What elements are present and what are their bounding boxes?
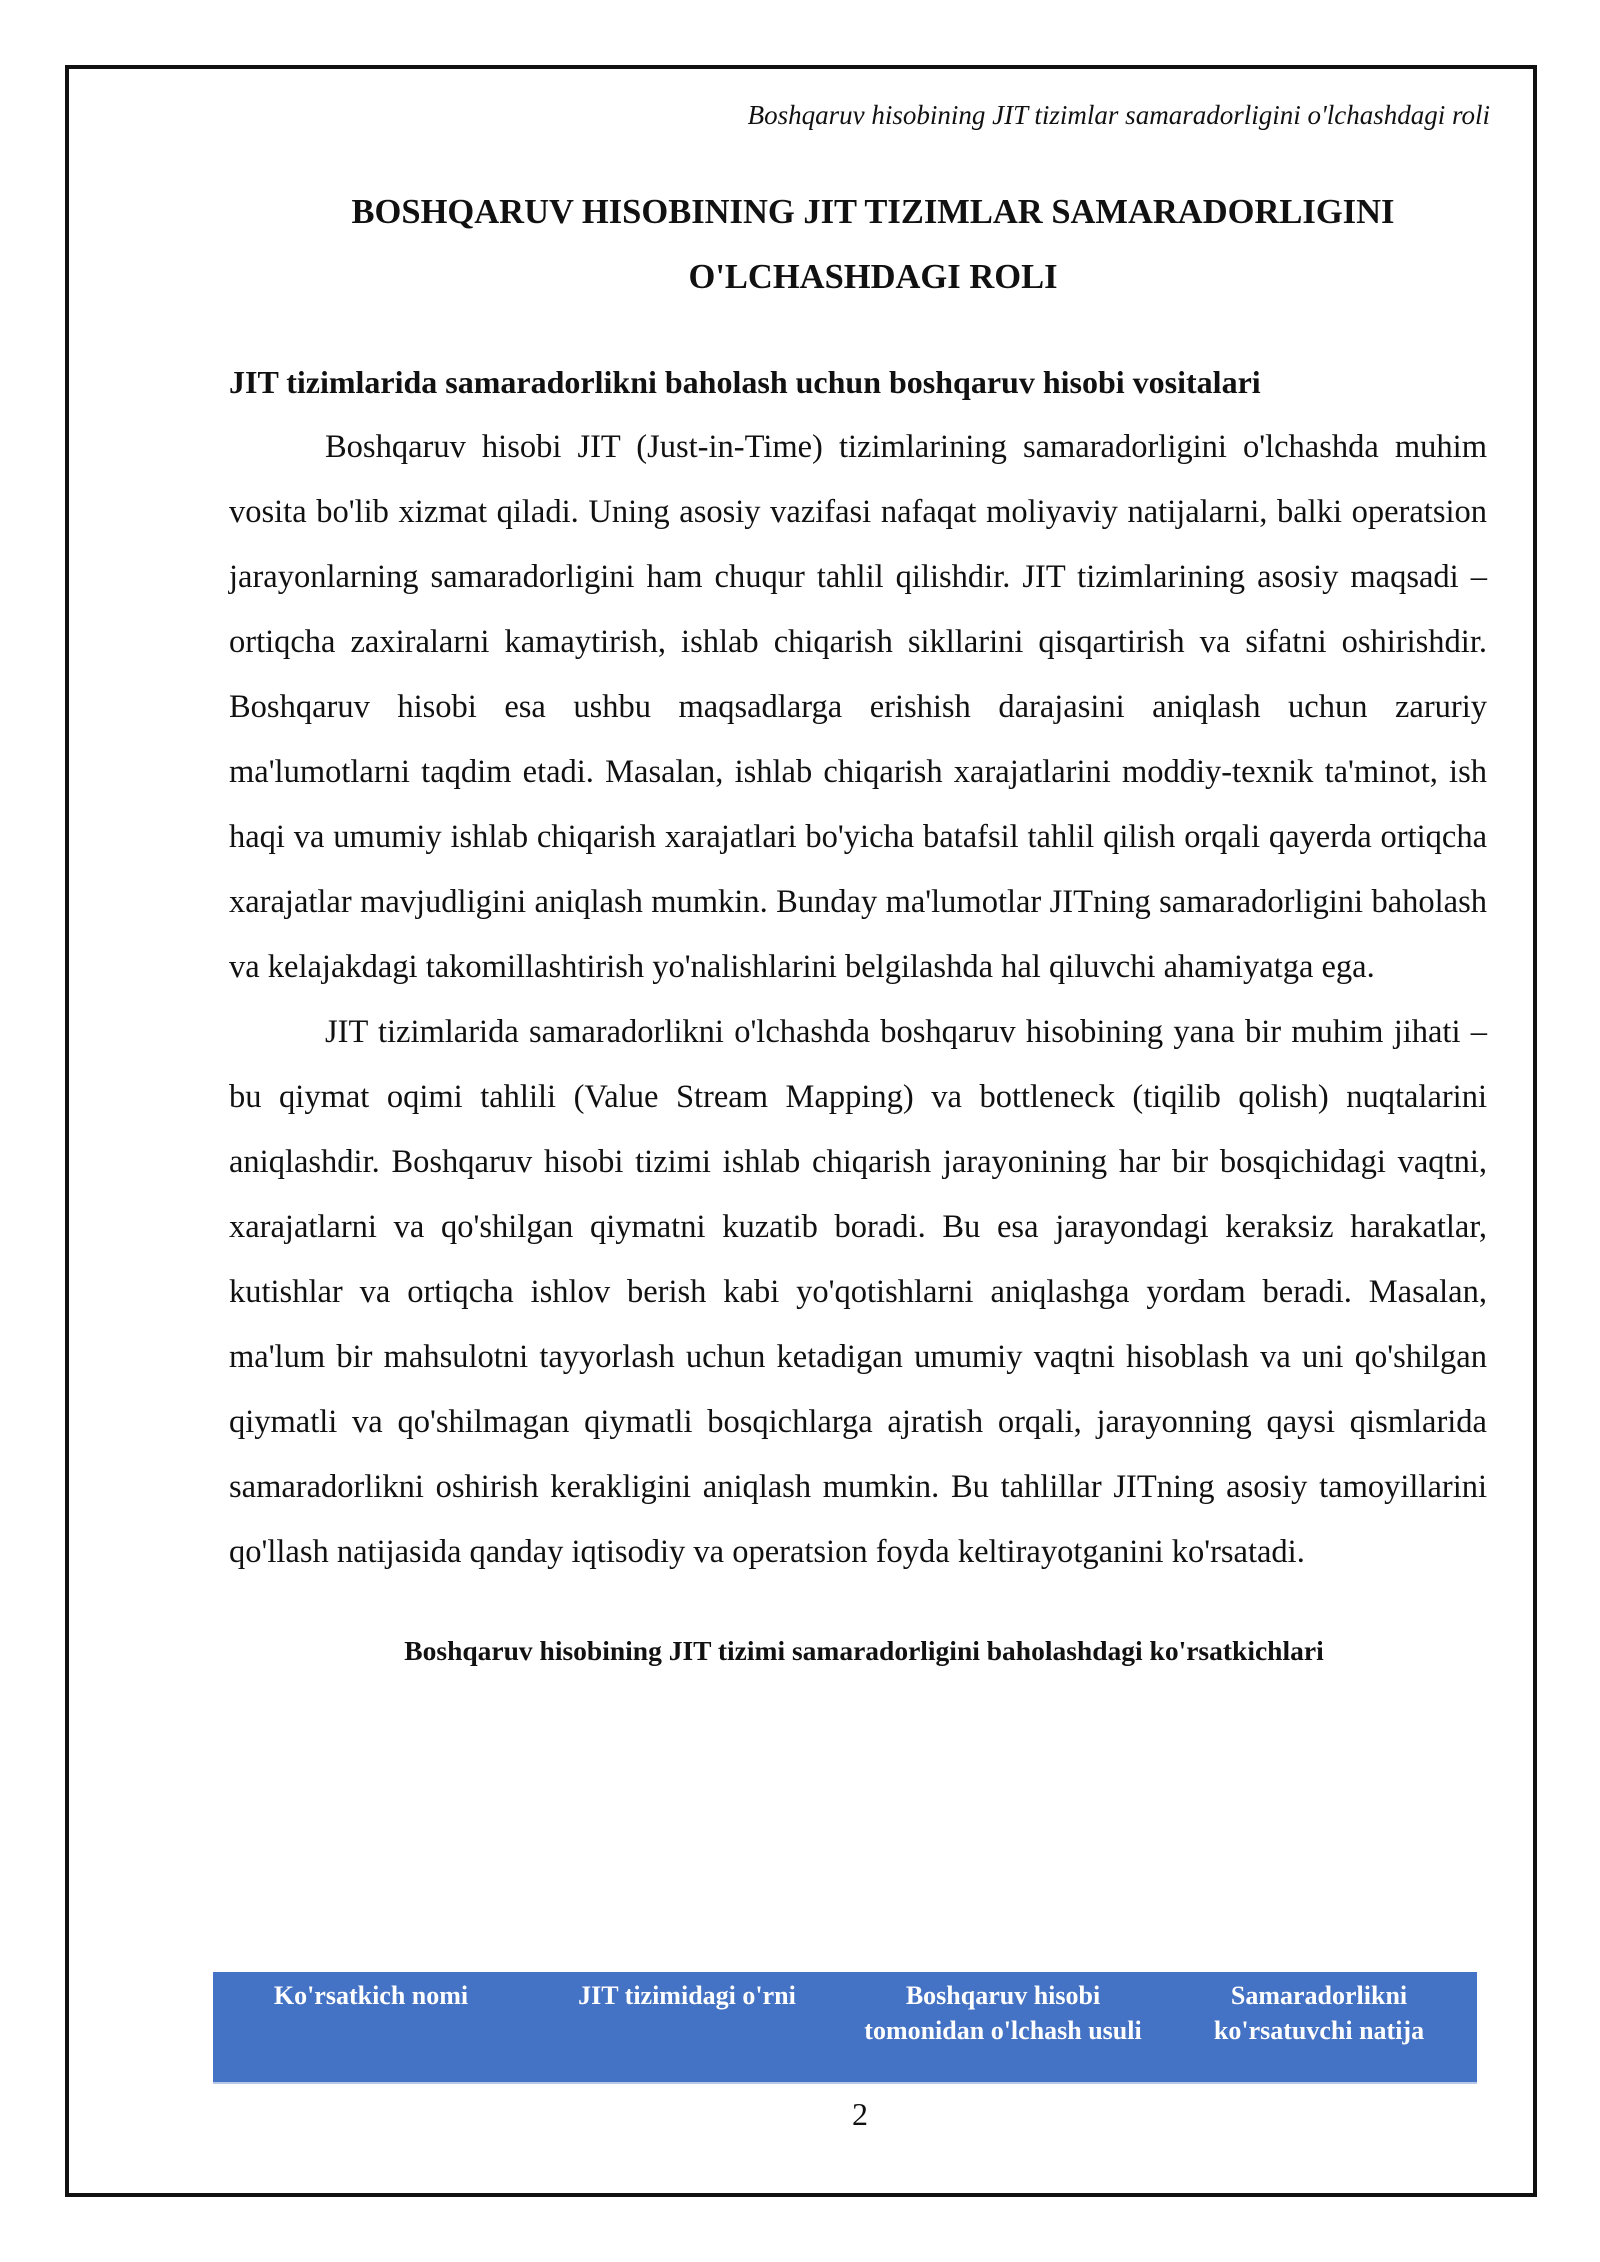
page-number: 2 [852,2096,868,2132]
document-title-line-2: O'LCHASHDAGI ROLI [688,258,1058,296]
document-body [229,180,1487,1671]
document-title [229,180,1487,310]
table-header-role-in-jit: JIT tizimidagi o'rni [578,1981,796,2010]
document-title-line-1: BOSHQARUV HISOBINING JIT TIZIMLAR SAMARADORLIGINI [351,193,1395,231]
table-header-measurement-method: Boshqaruv hisobi tomonidan o'lchash usuli [864,1981,1142,2045]
body-paragraph-2: JIT tizimlarida samaradorlikni o'lchashda boshqaruv hisobining yana bir muhim jihati – bu qiymat oqimi tahlili (Value Stream Mapping) va bottleneck (tiqilib qolish) nuqtalarini aniqlashdir. Boshqaruv hisobi tizimi ishlab chiqarish jarayonining har bir bosqichidagi vaqtni, xarajatlarni va qo'shilgan qiymatni kuzatib boradi. Bu esa jarayondagi keraksiz harakatlar, kutishlar va ortiqcha ishlov berish kabi yo'qotishlarni aniqlashga yordam beradi. Masalan, ma'lum bir mahsulotni tayyorlash uchun ketadigan umumiy vaqtni hisoblash va uni qo'shilgan qiymatli va qo'shilmagan qiymatli bosqichlarga ajratish orqali, jarayonning qaysi qismlarida samaradorlikni oshirish kerakligini aniqlash mumkin. Bu tahlillar JITning asosiy tamoyillarini qo'llash natijasida qanday iqtisodiy va operatsion foyda keltirayotganini ko'rsatadi. [229,1014,1487,1570]
table-header-indicator-name: Ko'rsatkich nomi [273,1981,469,2010]
table-header-efficiency-result: Samaradorlikni ko'rsatuvchi natija [1213,1981,1425,2045]
body-paragraph-1: Boshqaruv hisobi JIT (Just-in-Time) tizimlarining samaradorligini o'lchashda muhim vosita bo'lib xizmat qiladi. Uning asosiy vazifasi nafaqat moliyaviy natijalarni, balki operatsion jarayonlarning samaradorligini ham chuqur tahlil qilishdir. JIT tizimlarining asosiy maqsadi – ortiqcha zaxiralarni kamaytirish, ishlab chiqarish sikllarini qisqartirish va sifatni oshirishdir. Boshqaruv hisobi esa ushbu maqsadlarga erishish darajasini aniqlash uchun zaruriy ma'lumotlarni taqdim etadi. Masalan, ishlab chiqarish xarajatlarini moddiy-texnik ta'minot, ish haqi va umumiy ishlab chiqarish xarajatlari bo'yicha batafsil tahlil qilish orqali qayerda ortiqcha xarajatlar mavjudligini aniqlash mumkin. Bunday ma'lumotlar JITning samaradorligini baholash va kelajakdagi takomillashtirish yo'nalishlarini belgilashda hal qiluvchi ahamiyatga ega. [229,429,1487,985]
section-heading: JIT tizimlarida samaradorlikni baholash uchun boshqaruv hisobi vositalari [229,364,1261,400]
kpi-table-header-row [213,1972,1477,2084]
running-header: Boshqaruv hisobining JIT tizimlar samaradorligini o'lchashdagi roli [747,100,1490,130]
table-caption: Boshqaruv hisobining JIT tizimi samaradorligini baholashdagi ko'rsatkichlari [404,1635,1324,1666]
